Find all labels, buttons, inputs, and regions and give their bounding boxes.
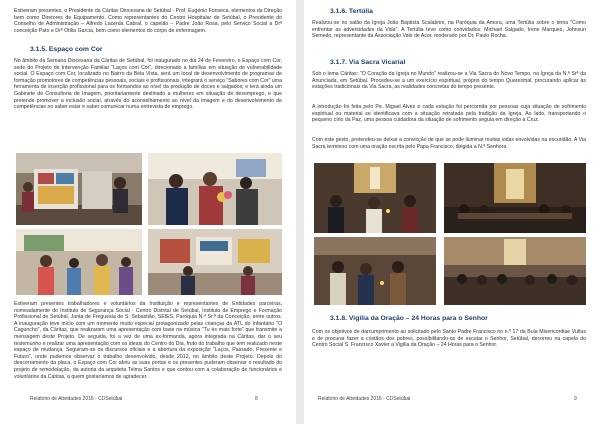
left-page-number: 8: [255, 396, 258, 402]
inauguration-paragraph: Estiveram presentes trabalhadores e voluntários da Instituição e representantes de Entidades parceiras, nomeadamente do Instituto de Segurança Social - Centro Distrital de Setúbal, Instituto de Emprego e Formação Profissional de Setúbal, Junta de Freguesia de S. Sebastião, SEIES, Paróquia N.ª Sr.ª da Conceição, entre outros. A inauguração teve início com um momento muito especial protagonizado pelas crianças da ATL do Infantário "O Caguncho", da Cáritas, que realizaram uma apresentação com base na música "Tu és mais forte" que transmite a mensagem deste Projeto. De seguida, foi a vez de uma ex-formanda, agora integrada na Cáritas, dar o seu testemunho e realizar uma apresentação com os ideais do Centro do Dia, fruto do trabalho que tem realizado neste espaço de mudança. Seguiram-se os discursos oficiais e a abertura da exposição "Laços, Passado, Presente e Futuro", onde pudemos observar o trabalho desenvolvido, desde 2012, no âmbito deste Projeto. Depois do descerramento da placa, o Espaço com Cor abriu as suas portas e os presentes puderam observar o resultado do projeto de remodelação, da autoria da arquiteta Telma Santos e que contou com a colaboração de funcionários e voluntários da Cáritas, a quem gostaríamos de agradecer.: [14, 301, 282, 380]
vigilia-paragraph: Com os objetivos de darcumprimento ao solicitado pelo Santo Padre Francisco no n.º 17 da Bula Misericordiae Vultus e de procurar fazer a cristãos dos pobres, possibilitando-os de escutar o Senhor, Setúbal, decorreu na capela do Centro Social S. Francisco Xavier a Vigília da Oração – 24 Horas para o Senhor.: [312, 329, 586, 349]
section-heading-tertulia: 3.1.6. Tertúlia: [330, 8, 373, 15]
via-sacra-paragraph-3: Com este gesto, pretendeu-se deixar a convicção de que se pode iluminar muitas vidas envolvidas na escuridão. A Via Sacra terminou com uma oração escrita pelo Papa Francisco, dirigida a N.ª Senhora.: [312, 137, 586, 150]
section-heading-via-sacra: 3.1.7. Via Sacra Vicarial: [330, 59, 406, 66]
photo-church-interior: [444, 163, 586, 233]
left-footer: Relatório de Atividades 2016 - CDSetúbal: [30, 396, 123, 402]
section-heading-vigilia: 3.1.8. Vigília da Oração – 24 Horas para o Senhor: [330, 315, 488, 322]
via-sacra-paragraph-1: Sob o lema Cáritas: "O Coração da Igreja no Mundo" realizou-se a Via Sacra do Novo Tempo, na Igreja da N.ª Srª da Anunciada, em Setúbal. Procedeu-se a um exercício espiritual, próprio do tempo Quaresmal, procurando aplicar às estações tradicionais da Via Sacra, as realidades concretas do tempo presente.: [312, 71, 586, 91]
left-page: [0, 0, 296, 424]
photo-children-presentation: [16, 229, 142, 295]
photo-vigil-prayer: [314, 237, 436, 305]
right-page-number: 9: [574, 396, 577, 402]
right-footer: Relatório de Atividades 2016 - CDSetúbal: [318, 396, 411, 402]
page-gutter: [296, 0, 304, 424]
photo-church-nave: [444, 237, 586, 305]
espaco-com-cor-paragraph: No âmbito da Semana Diocesana da Cáritas de Setúbal, foi inaugurado no dia 24 de Fevereiro, o Espaço com Cor, sede do Projeto de Intervenção Familiar "Laços com Cor", direcionado a famílias em situação de vulnerabilidade social. O Espaço com Cor, localizado no Bairro da Bela Vista, será um local de desenvolvimento de programas de formação promotores de competências pessoais, sociais e profissionais, integrará o serviço "Sabores com Cor" uma ferramenta de inserção profissional para os formandos ao nível da produção de doces e salgados; e terá ainda um Gabinete de Consultoria de Imagem, prioritariamente destinado a mulheres em situação de desemprego, e que pretende promover a inclusão social, através do aconselhamento ao nível da imagem e do desenvolvimento de competências no saber estar e saber comunicar numa entrevista de emprego.: [14, 58, 282, 111]
photo-via-sacra-procession: [314, 163, 436, 233]
photo-exhibition-board: [16, 153, 142, 225]
photo-exhibition-room: [148, 229, 282, 295]
right-page: [304, 0, 600, 424]
via-sacra-paragraph-2: A introdução foi feita pelo Pe. Miguel Alves e cada estação foi percorrida por pessoas cuja situação de sofrimento espiritual ou material se identificava com a situação retratada pela tradição da Igreja. Ao lado, transportando o pequeno círio da Paz, uma pessoa cuidadora da situação de sofrimento seguia em direção à Cruz.: [312, 104, 586, 124]
photo-inauguration-guests: [148, 153, 282, 225]
section-heading-espaco-com-cor: 3.1.5. Espaço com Cor: [30, 46, 103, 53]
intro-paragraph: Estiveram presentes, o Presidente da Cáritas Diocesana de Setúbal - Prof. Eugénio Fonseca, elementos da Direção bem como Diretores de Equipamento. Como representantes do Centro Hospitalar de Setúbal, o Presidente do Conselho de Administração – Alfredo Lacerda Cabral, o capelão – Padre João Rosa, pelo Serviço Social a Drª conceição Pato e Drª Otília Garcia, bem como elementos do corpo de enfermagem.: [14, 8, 282, 34]
tertulia-paragraph: Realizou-se no salão da Igreja João Baptista Scalabrini, na Paróquia da Amora, uma Tertúlia sobre o tema "Como enfrentar as adversidades da Vida". A Tertúlia teve como convidados: Michael Salgado, Irene Marques, Johnsun Semedo, representante da Associação Vale de Acor, moderado por Dr. Paulo Rocha.: [312, 20, 586, 40]
